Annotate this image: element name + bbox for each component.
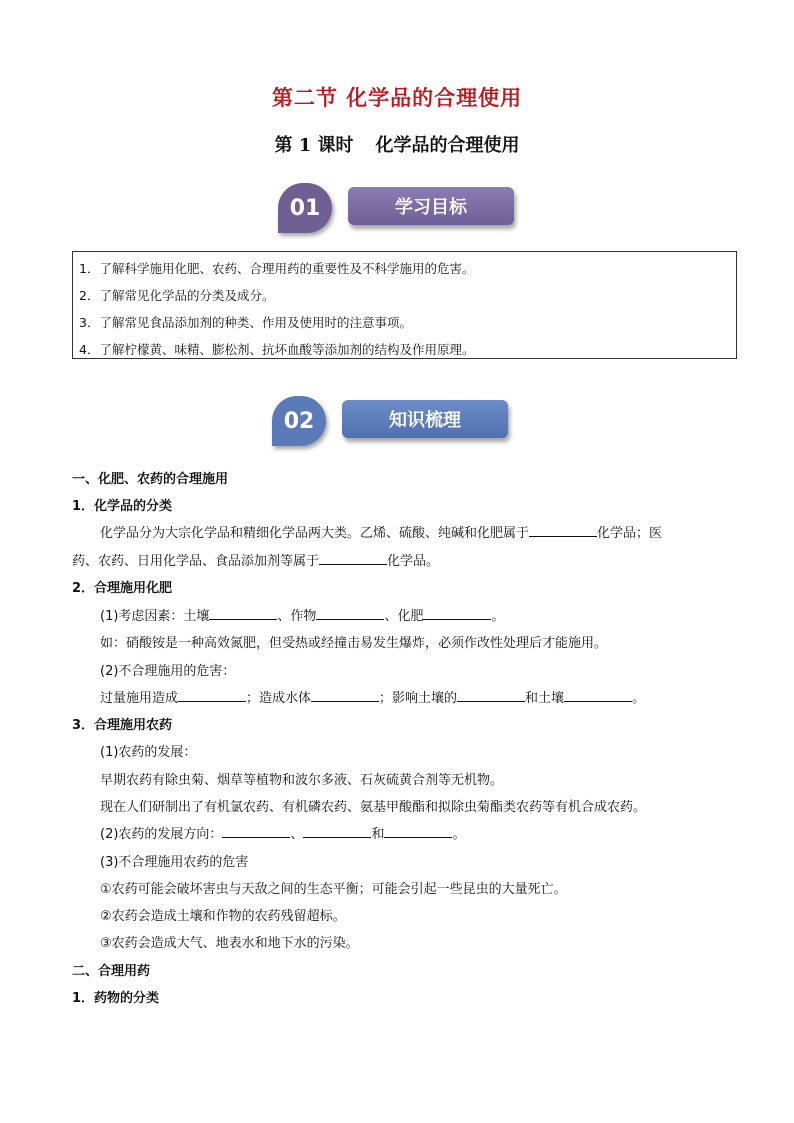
fill-blank[interactable] [423, 605, 491, 620]
fill-blank[interactable] [303, 823, 371, 838]
heading-chemical-classification: 1．化学品的分类 [72, 499, 173, 514]
heading-drug-classification: 1．药物的分类 [72, 991, 160, 1006]
fill-blank[interactable] [564, 687, 632, 702]
paragraph-line: 药、农药、日用化学品、食品添加剂等属于 化学品。 [72, 550, 439, 569]
heading-fertilizer-use: 2．合理施用化肥 [72, 581, 173, 596]
paragraph-line: 化学品分为大宗化学品和精细化学品两大类。乙烯、硫酸、纯碱和化肥属于 化学品；医 [72, 522, 662, 541]
goal-item: 2．了解常见化学品的分类及成分。 [79, 288, 275, 303]
fill-blank[interactable] [209, 605, 277, 620]
section-number: 01 [278, 183, 332, 233]
fill-blank[interactable] [529, 522, 597, 537]
lesson-name: 化学品的合理使用 [375, 135, 520, 156]
section-label: 知识梳理 [342, 400, 508, 438]
heading-fertilizer-pesticide: 一、化肥、农药的合理施用 [72, 472, 229, 487]
goal-item: 3．了解常见食品添加剂的种类、作用及使用时的注意事项。 [79, 315, 412, 330]
section-number: 02 [272, 396, 326, 446]
page-title: 第二节 化学品的合理使用 [271, 86, 523, 110]
fill-blank[interactable] [178, 687, 246, 702]
paragraph-line: 如：硝酸铵是一种高效氮肥，但受热或经撞击易发生爆炸，必须作改性处理后才能施用。 [100, 636, 608, 651]
paragraph-line: (1)农药的发展： [100, 745, 197, 760]
goal-item: 4．了解柠檬黄、味精、膨松剂、抗坏血酸等添加剂的结构及作用原理。 [79, 342, 475, 357]
lesson-subtitle [0, 131, 794, 157]
section-label: 学习目标 [348, 187, 514, 225]
paragraph-line: 早期农药有除虫菊、烟草等植物和波尔多液、石灰硫黄合剂等无机物。 [100, 773, 504, 788]
paragraph-line: ②农药会造成土壤和作物的农药残留超标。 [100, 909, 346, 924]
heading-rational-medication: 二、合理用药 [72, 964, 151, 979]
fill-blank[interactable] [311, 687, 379, 702]
fill-blank[interactable] [457, 687, 525, 702]
paragraph-line: ①农药可能会破坏害虫与天敌之间的生态平衡；可能会引起一些昆虫的大量死亡。 [100, 882, 567, 897]
heading-pesticide-use: 3．合理施用农药 [72, 718, 173, 733]
goal-item: 1．了解科学施用化肥、农药、合理用药的重要性及不科学施用的危害。 [79, 261, 475, 276]
paragraph-line: (2)不合理施用的危害： [100, 664, 236, 679]
lesson-number: 第 1 课时 [274, 135, 354, 156]
fill-blank[interactable] [316, 605, 384, 620]
paragraph-line: (1)考虑因素：土壤 、作物 、化肥 。 [72, 605, 504, 624]
learning-goals-box [72, 251, 737, 359]
fill-blank[interactable] [319, 550, 387, 565]
paragraph-line: ③农药会造成大气、地表水和地下水的污染。 [100, 936, 359, 951]
paragraph-line: 现在人们研制出了有机氯农药、有机磷农药、氨基甲酸酯和拟除虫菊酯类农药等有机合成农药。 [100, 800, 647, 815]
paragraph-line: (3)不合理施用农药的危害 [100, 855, 249, 870]
paragraph-line: 过量施用造成 ；造成水体 ；影响土壤的 和土壤 。 [72, 687, 645, 706]
paragraph-line: (2)农药的发展方向： 、 和 。 [72, 823, 465, 842]
fill-blank[interactable] [384, 823, 452, 838]
fill-blank[interactable] [222, 823, 290, 838]
